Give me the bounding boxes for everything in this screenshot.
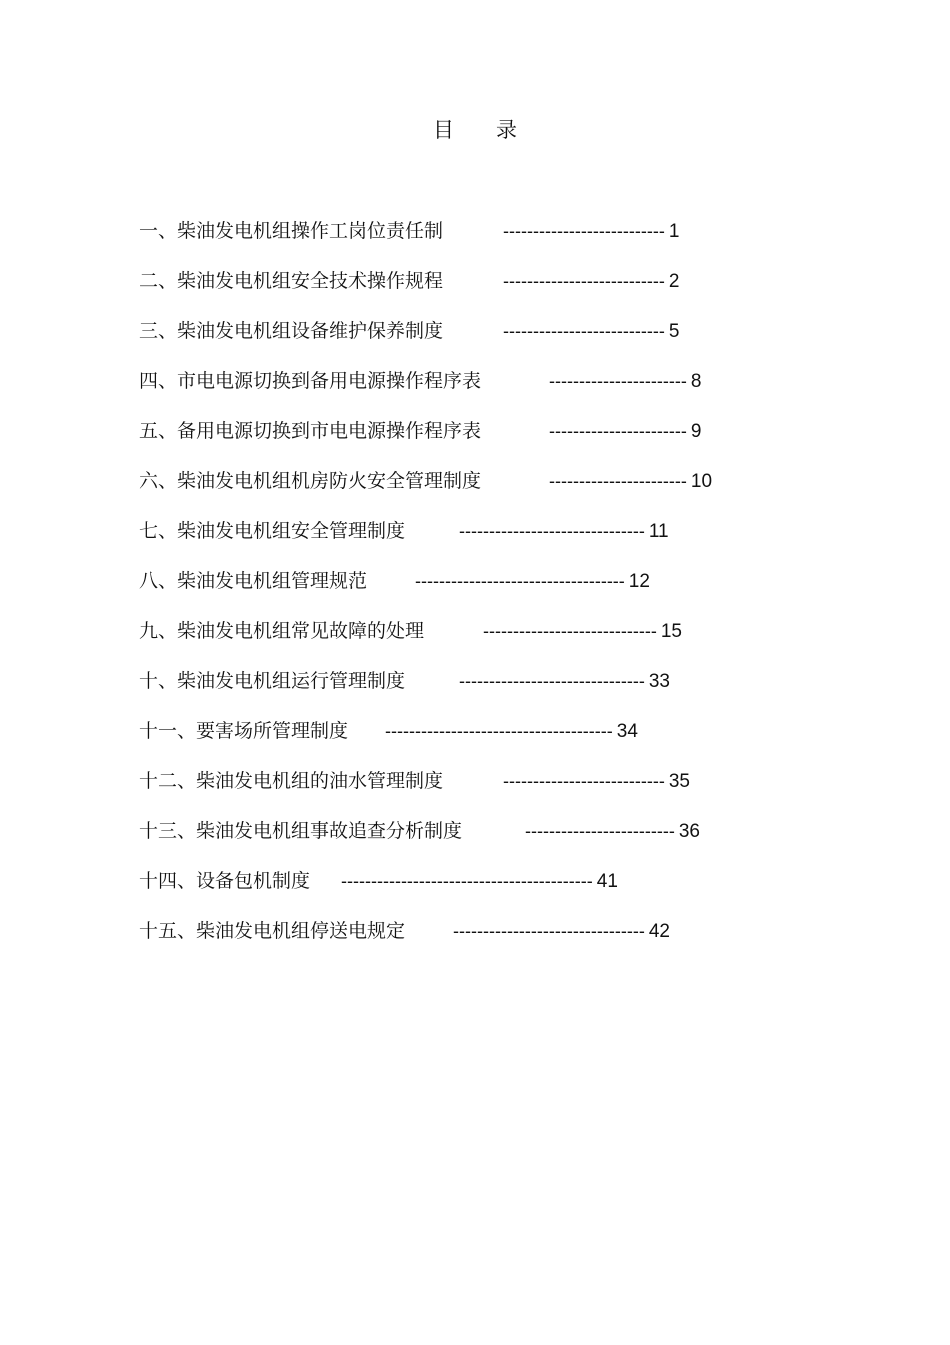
toc-entry-page-number: 9 [690,421,702,442]
toc-entry[interactable] [139,316,712,366]
toc-entry[interactable] [139,716,712,766]
toc-entry-page-number: 10 [690,471,713,492]
toc-entry-leader: ----------------------------------- [415,571,625,591]
toc-entry[interactable] [139,466,712,516]
toc-entry-label: 四、市电电源切换到备用电源操作程序表 [139,370,482,392]
toc-entry-label: 十一、要害场所管理制度 [139,720,349,742]
toc-entry-page-number: 8 [690,371,702,392]
toc-entry[interactable] [139,816,712,866]
toc-entry-page-number: 35 [668,771,690,792]
toc-entry[interactable] [139,366,712,416]
toc-title-char-1: 目 [433,118,454,142]
toc-entry-label: 五、备用电源切换到市电电源操作程序表 [139,420,482,442]
toc-entry-leader: ----------------------- [549,371,687,391]
toc-entry-leader: ----------------------- [549,471,687,491]
toc-entry-leader: ------------------------------------------ [341,871,593,891]
toc-entry[interactable] [139,616,712,666]
toc-entry-page-number: 36 [678,821,700,842]
toc-entry[interactable] [139,566,712,616]
toc-entry[interactable] [139,516,712,566]
toc-entry[interactable] [139,216,712,266]
toc-entry-leader: --------------------------- [503,771,665,791]
toc-entry[interactable] [139,866,712,916]
toc-entry-label: 十四、设备包机制度 [139,870,311,892]
toc-title-char-2: 录 [496,118,517,142]
toc-entry-page-number: 42 [648,921,670,942]
toc-entry[interactable] [139,266,712,316]
toc-entry-label: 七、柴油发电机组安全管理制度 [139,520,406,542]
toc-entry-page-number: 1 [668,221,680,242]
toc-entry-label: 三、柴油发电机组设备维护保养制度 [139,320,444,342]
toc-entry-label: 一、柴油发电机组操作工岗位责任制 [139,220,444,242]
toc-entry-page-number: 5 [668,321,680,342]
toc-entry-leader: ----------------------- [549,421,687,441]
toc-entry-leader: --------------------------- [503,321,665,341]
toc-entry-leader: ------------------------------- [459,671,645,691]
toc-entry-label: 十、柴油发电机组运行管理制度 [139,670,406,692]
toc-entry[interactable] [139,666,712,716]
toc-entry-label: 九、柴油发电机组常见故障的处理 [139,620,425,642]
toc-entry[interactable] [139,766,712,816]
toc-entry-label: 十五、柴油发电机组停送电规定 [139,920,406,942]
toc-entry-label: 六、柴油发电机组机房防火安全管理制度 [139,470,482,492]
toc-entry-leader: --------------------------- [503,271,665,291]
toc-title [0,116,950,144]
toc-entry-page-number: 41 [596,871,618,892]
toc-entry-leader: ----------------------------- [483,621,657,641]
toc-entry[interactable] [139,416,712,466]
toc-entry-page-number: 12 [628,571,650,592]
toc-entry-label: 二、柴油发电机组安全技术操作规程 [139,270,444,292]
toc-entry-leader: -------------------------------- [453,921,645,941]
toc-entry-leader: ------------------------- [525,821,675,841]
toc-entry-leader: -------------------------------------- [385,721,613,741]
table-of-contents [139,216,712,966]
toc-entry-label: 八、柴油发电机组管理规范 [139,570,368,592]
toc-entry[interactable] [139,916,712,966]
toc-entry-label: 十二、柴油发电机组的油水管理制度 [139,770,444,792]
toc-entry-page-number: 11 [648,521,669,542]
toc-entry-page-number: 34 [616,721,638,742]
toc-entry-leader: --------------------------- [503,221,665,241]
toc-entry-page-number: 2 [668,271,680,292]
toc-entry-leader: ------------------------------- [459,521,645,541]
toc-entry-page-number: 15 [660,621,682,642]
toc-entry-page-number: 33 [648,671,670,692]
toc-entry-label: 十三、柴油发电机组事故追查分析制度 [139,820,463,842]
